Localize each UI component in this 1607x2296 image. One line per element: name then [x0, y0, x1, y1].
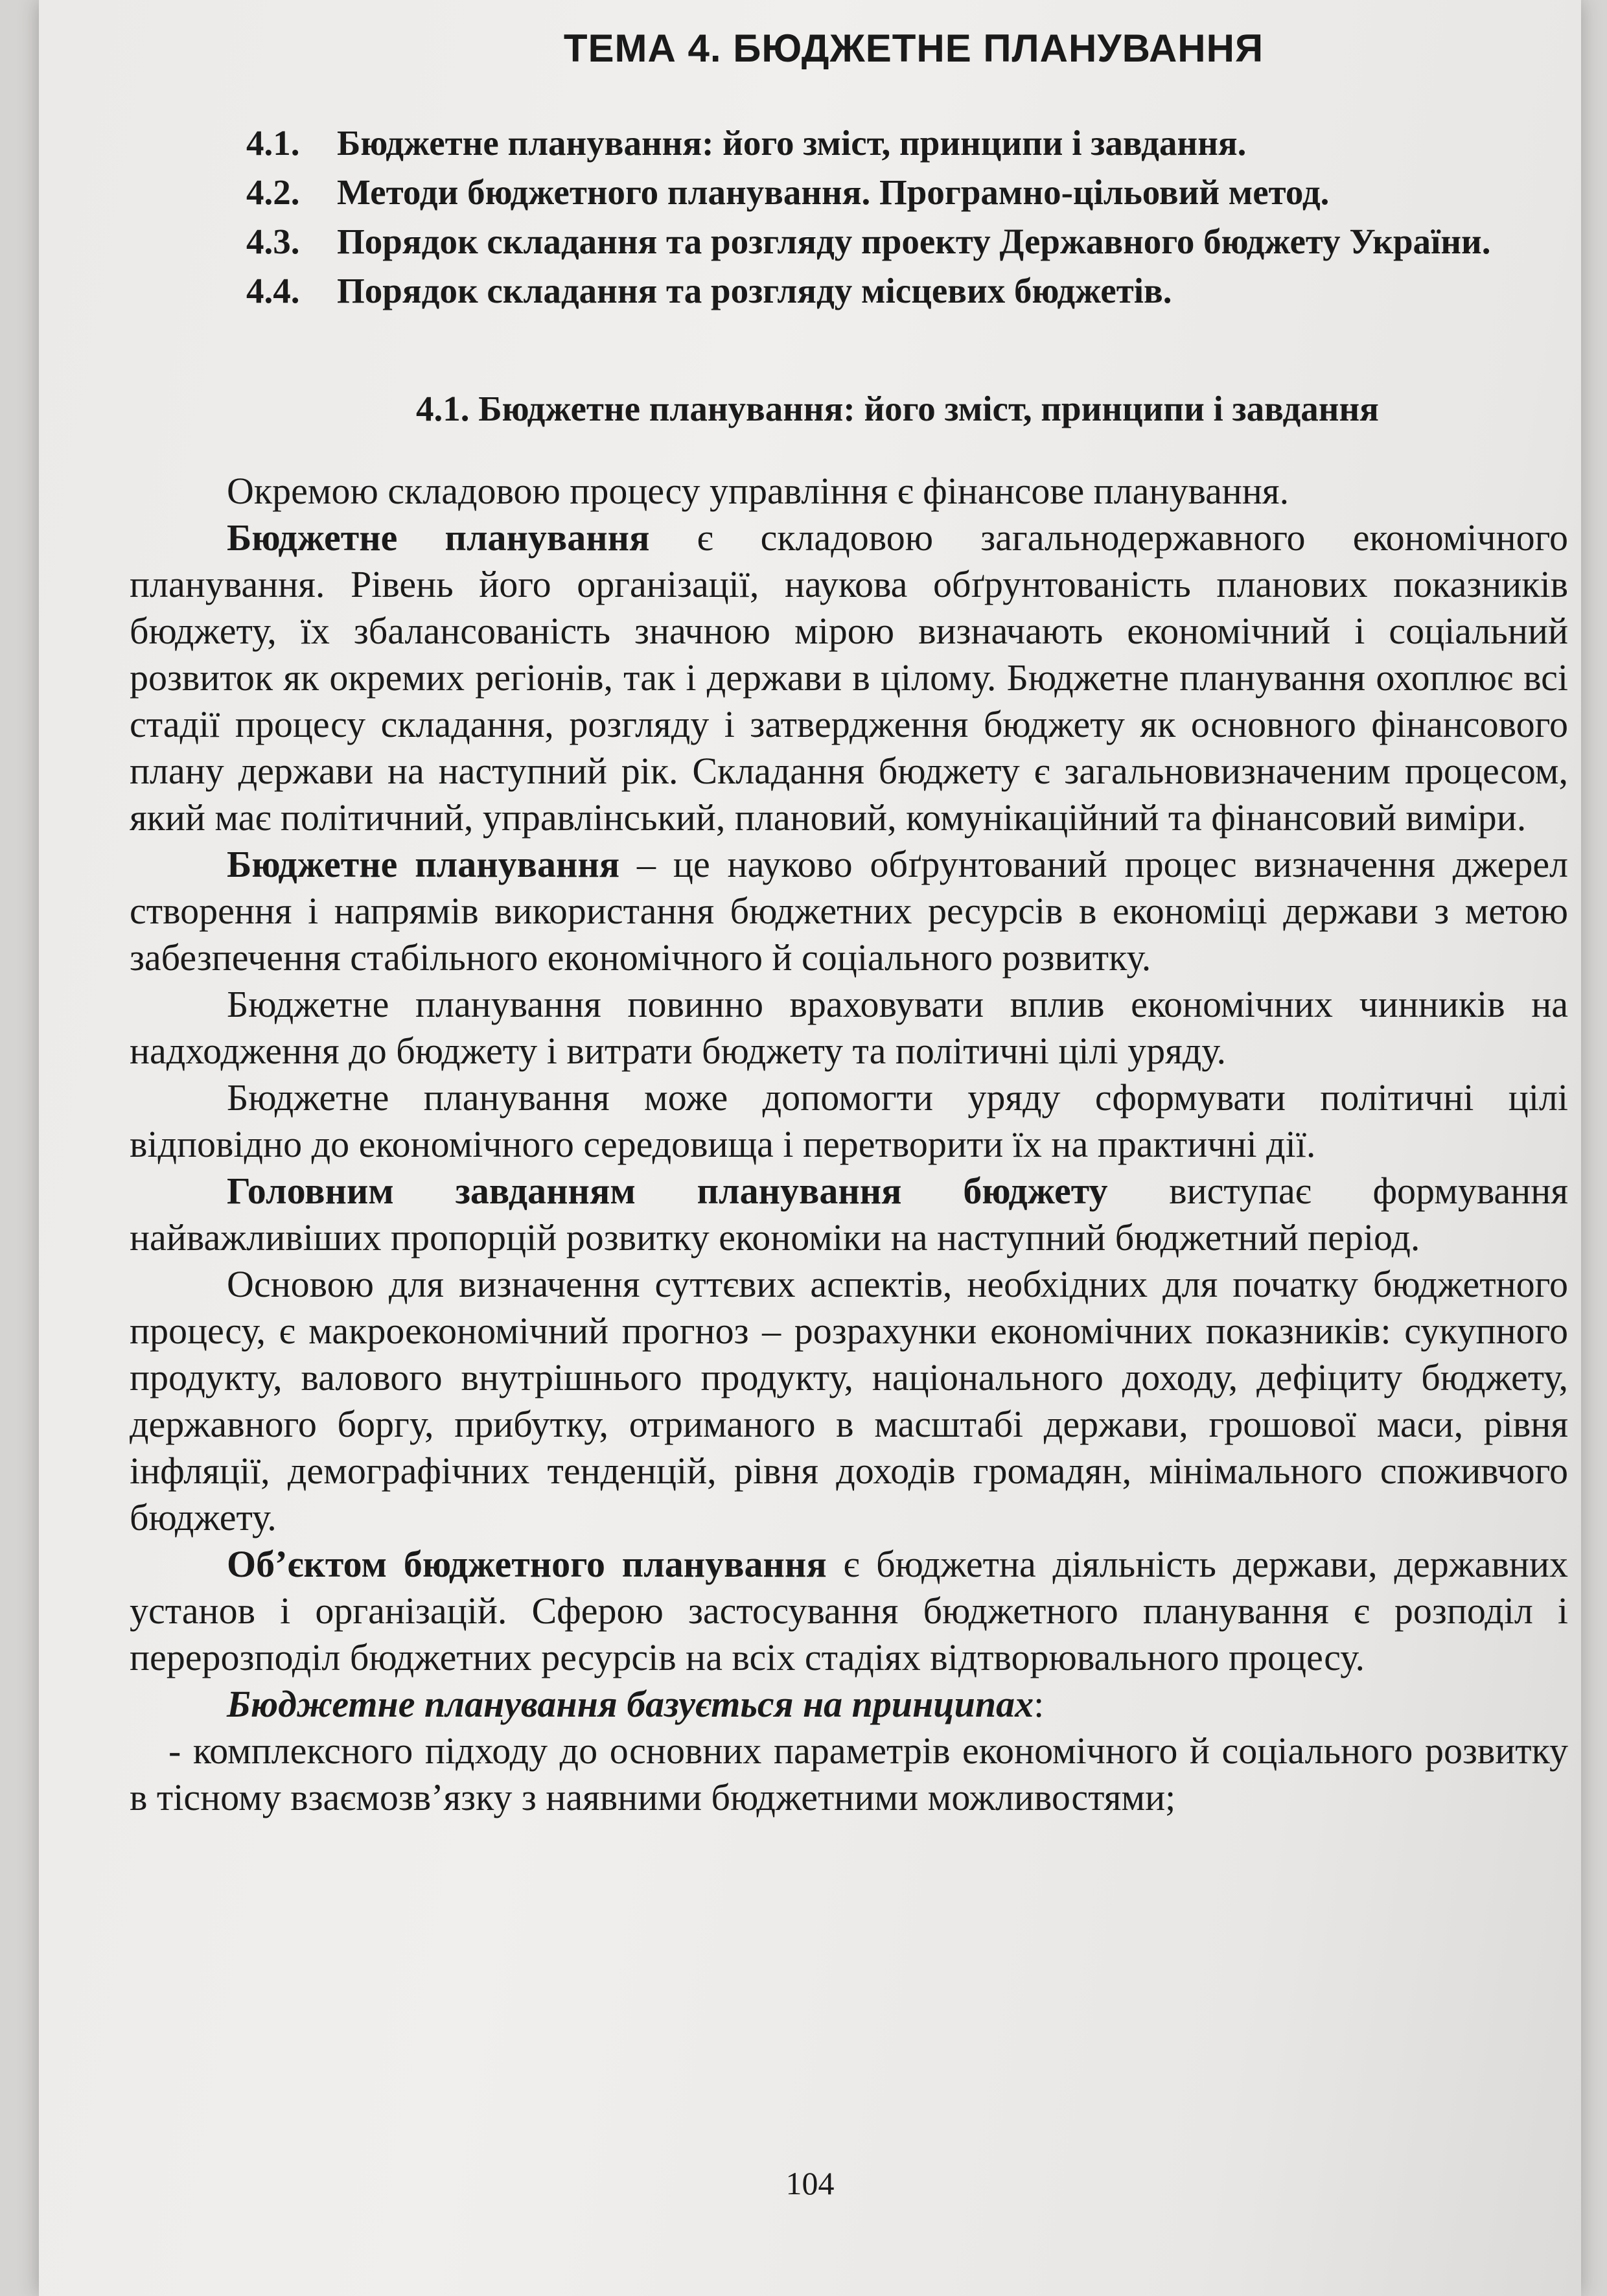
list-item: [130, 1728, 1568, 1821]
outline-text: Методи бюджетного планування. Програмно-цільовий метод.: [337, 172, 1330, 212]
paragraph: [130, 1168, 1568, 1261]
page-number: 104: [785, 2165, 835, 2201]
term-bold-italic: Бюджетне планування базується на принципах: [227, 1683, 1034, 1725]
paragraph-text: є бюджетна діяльність держави, державних установ і організацій. Сферою застосування бюджетного планування є розподіл і перерозподіл бюджетних ресурсів на всіх стадіях відтворювального процесу.: [130, 1543, 1568, 1678]
book-page: [39, 0, 1581, 2296]
outline-item: [246, 269, 1568, 313]
page-content: [130, 26, 1568, 1821]
term-bold: Головним завданням планування бюджету: [227, 1170, 1108, 1212]
paragraph: [130, 981, 1568, 1074]
paragraph-text: Окремою складовою процесу управління є фінансове планування.: [227, 470, 1289, 512]
outline-text: Порядок складання та розгляду проекту Державного бюджету України.: [337, 222, 1491, 261]
outline-number: 4.4.: [246, 271, 300, 310]
paragraph-text: Бюджетне планування повинно враховувати вплив економічних чинників на надходження до бюджету і витрати бюджету та політичні цілі уряду.: [130, 983, 1568, 1072]
paragraph-text: Бюджетне планування може допомогти уряду сформувати політичні цілі відповідно до економічного середовища і перетворити їх на практичні дії.: [130, 1076, 1568, 1165]
paragraph-text: – це науково обґрунтований процес визначення джерел створення і напрямів використання бюджетних ресурсів в економіці держави з метою забезпечення стабільного економічного й соціального розвитку.: [130, 843, 1569, 979]
outline-number: 4.2.: [246, 172, 300, 212]
paragraph: [130, 1261, 1568, 1541]
outline-number: 4.3.: [246, 222, 300, 261]
paragraph-text: є складовою загальнодержавного економічного планування. Рівень його організації, наукова обґрунтованість планових показників бюджету, їх збалансованість значною мірою визначають економічний і соціальний розвиток як окремих регіонів, так і держави в цілому. Бюджетне планування охоплює всі стадії процесу складання, розгляду і затвердження бюджету як основного фінансового плану держави на наступний рік. Складання бюджету є загальновизначеним процесом, який має політичний, управлінський, плановий, комунікаційний та фінансовий виміри.: [130, 516, 1568, 839]
outline-number: 4.1.: [246, 123, 300, 163]
chapter-title: ТЕМА 4. БЮДЖЕТНЕ ПЛАНУВАННЯ: [563, 27, 1264, 70]
paragraph: [130, 1074, 1568, 1168]
topic-outline: [130, 121, 1568, 313]
body-text: [130, 468, 1568, 1821]
term-bold: Бюджетне планування: [227, 843, 620, 885]
paragraph-text: :: [1034, 1683, 1045, 1725]
paragraph-text: Основою для визначення суттєвих аспектів, необхідних для початку бюджетного процесу, є макроекономічний прогноз – розрахунки економічних показників: сукупного продукту, валового внутрішнього продукту, національного доходу, дефіциту бюджету, державного боргу, прибутку, отриманого в масштабі держави, грошової маси, рівня інфляції, демографічних тенденцій, рівня доходів громадян, мінімального споживчого бюджету.: [130, 1263, 1568, 1538]
list-item-text: - комплексного підходу до основних параметрів економічного й соціального розвитку в тісному взаємозв’язку з наявними бюджетними можливостями;: [130, 1730, 1568, 1818]
paragraph: [130, 841, 1568, 981]
outline-item: [246, 121, 1568, 165]
paragraph: [130, 1541, 1568, 1681]
paragraph-text: виступає формування найважливіших пропорцій розвитку економіки на наступний бюджетний період.: [130, 1170, 1568, 1258]
outline-text: Порядок складання та розгляду місцевих бюджетів.: [337, 271, 1172, 310]
section-heading: 4.1. Бюджетне планування: його зміст, принципи і завдання: [416, 389, 1379, 428]
paragraph: [130, 515, 1568, 841]
outline-item: [246, 220, 1568, 264]
paragraph: [130, 1681, 1568, 1728]
term-bold: Об’єктом бюджетного планування: [227, 1543, 827, 1585]
term-bold: Бюджетне планування: [227, 516, 650, 559]
paragraph: [130, 468, 1568, 515]
outline-item: [246, 170, 1568, 215]
outline-text: Бюджетне планування: його зміст, принципи і завдання.: [337, 123, 1247, 163]
